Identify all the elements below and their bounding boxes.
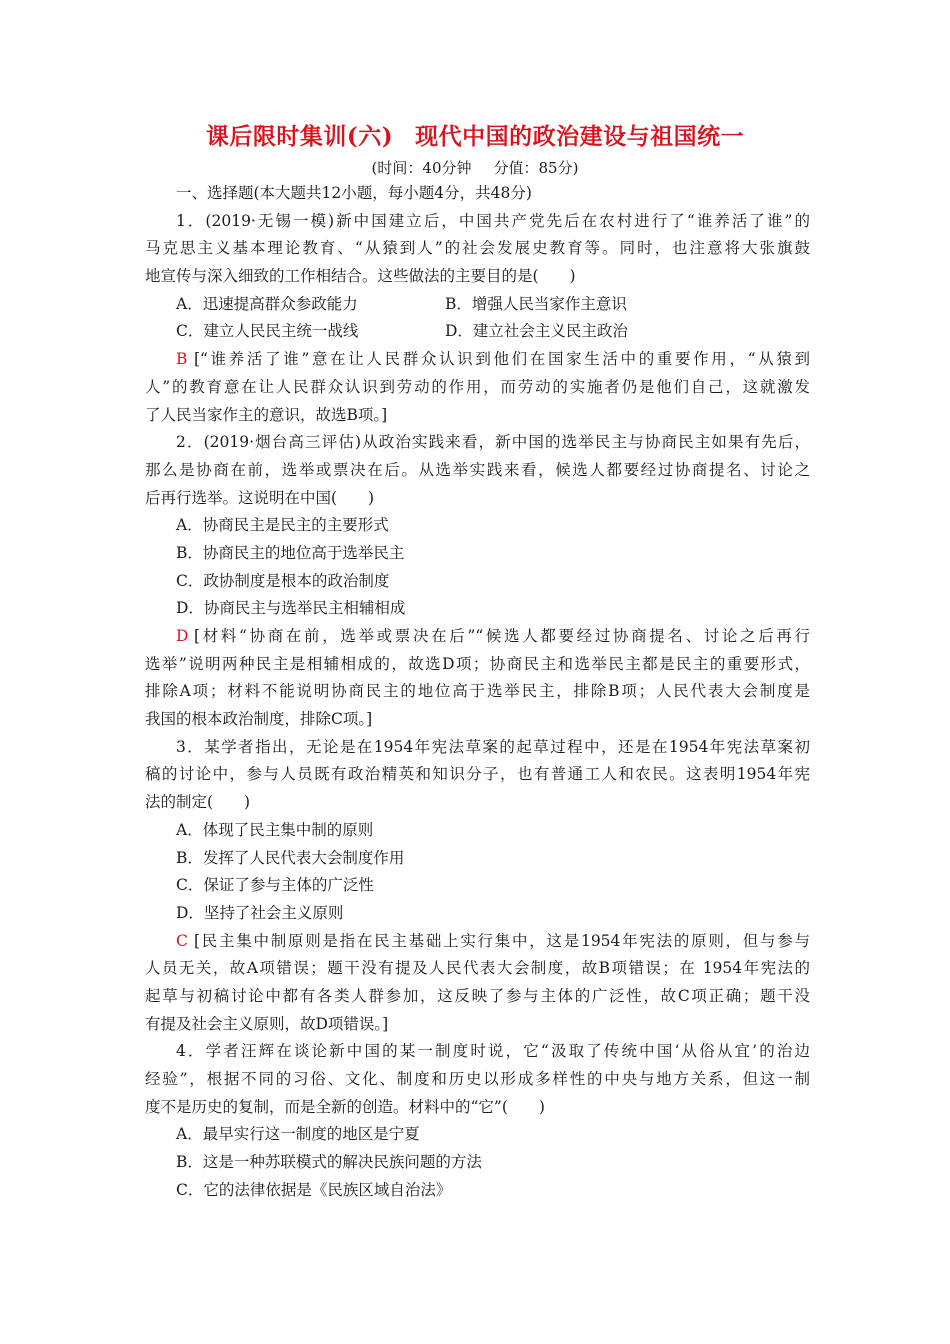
question-1 [145,208,810,430]
option-b: B．这是一种苏联模式的解决民族问题的方法 [176,1153,482,1172]
explanation-text: 了人民当家作主的意识，故选B项。] [145,405,388,424]
answer-letter: B [176,350,188,369]
option-d: D．建立社会主义民主政治 [445,322,628,341]
question-text: 法的制定( ) [145,793,251,812]
explanation-text: 人”的教育意在让人民群众认识到劳动的作用，而劳动的实施者仍是他们自己，这就激发 [145,377,810,396]
option-b: B．协商民主的地位高于选举民主 [176,543,405,562]
question-text: 地宣传与深入细致的工作相结合。这些做法的主要目的是( ) [145,267,576,286]
option-c: C．建立人民民主统一战线 [176,322,359,341]
option-a: A．最早实行这一制度的地区是宁夏 [176,1125,420,1144]
explanation-text: 人员无关，故A项错误；题干没有提及人民代表大会制度，故B项错误；在 1954年宪法的 [145,959,810,978]
title-series: 课后限时集训(六) [205,123,394,150]
explanation-text: 排除A项；材料不能说明协商民主的地位高于选举民主，排除B项；人民代表大会制度是 [145,682,810,701]
option-d: D．协商民主与选举民主相辅相成 [176,599,406,618]
time-limit: (时间：40分钟 [371,159,472,177]
answer-explanation [145,346,810,374]
question-3 [145,734,810,1039]
title-topic: 现代中国的政治建设与祖国统一 [415,123,745,150]
explanation-text: [“谁养活了谁”意在让人民群众认识到他们在国家生活中的重要作用，“从猿到 [194,350,810,369]
question-text: 稿的讨论中，参与人员既有政治精英和知识分子，也有普通工人和农民。这表明1954年宪 [145,765,810,784]
question-text: 度不是历史的复制，而是全新的创造。材料中的“它”( ) [145,1097,545,1116]
option-a: A．体现了民主集中制的原则 [176,820,374,839]
section-heading: 一、选择题(本大题共12小题，每小题4分，共48分) [176,184,532,202]
page-title [0,118,950,151]
answer-letter: D [176,627,189,645]
question-4 [145,1038,810,1204]
question-2 [145,429,810,734]
option-c: C．政协制度是根本的政治制度 [176,571,390,590]
explanation-text: 起草与初稿讨论中都有各类人群参加，这反映了参与主体的广泛性，故C项正确；题干没 [145,986,810,1005]
question-text: 2．(2019·烟台高三评估)从政治实践来看，新中国的选举民主与协商民主如果有先后， [176,433,810,452]
question-text: 经验”，根据不同的习俗、文化、制度和历史以形成多样性的中央与地方关系，但这一制 [145,1070,810,1088]
answer-explanation [145,623,810,651]
option-a: A．协商民主是民主的主要形式 [176,516,389,535]
option-c: C．它的法律依据是《民族区域自治法》 [176,1180,452,1199]
question-text: 那么是协商在前，选举或票决在后。从选举实践来看，候选人都要经过协商提名、讨论之 [145,460,810,479]
question-text: 1．(2019·无锡一模)新中国建立后，中国共产党先后在农村进行了“谁养活了谁”的 [176,211,810,230]
option-row [145,318,810,346]
option-b: B．增强人民当家作主意识 [445,294,627,313]
answer-letter: C [176,931,188,950]
question-text: 后再行选举。这说明在中国( ) [145,488,375,507]
explanation-text: 选举”说明两种民主是相辅相成的，故选D项；协商民主和选举民主都是民主的重要形式， [145,654,810,673]
option-c: C．保证了参与主体的广泛性 [176,876,374,895]
score-total: 分值：85分) [493,159,579,177]
question-text: 马克思主义基本理论教育、“从猿到人”的社会发展史教育等。同时，也注意将大张旗鼓 [145,239,810,258]
option-d: D．坚持了社会主义原则 [176,903,344,922]
option-row [145,291,810,319]
answer-explanation [145,928,810,956]
option-b: B．发挥了人民代表大会制度作用 [176,848,405,867]
explanation-text: [民主集中制原则是指在民主基础上实行集中，这是1954年宪法的原则，但与参与 [194,931,810,950]
question-text: 3．某学者指出，无论是在1954年宪法草案的起草过程中，还是在1954年宪法草案初 [176,737,810,756]
explanation-text: [材料“协商在前，选举或票决在后”“候选人都要经过协商提名、讨论之后再行 [194,627,810,645]
explanation-text: 我国的根本政治制度，排除C项。] [145,710,373,729]
exam-meta [0,157,950,178]
explanation-text: 有提及社会主义原则，故D项错误。] [145,1014,389,1033]
document-body [145,180,810,1204]
option-a: A．迅速提高群众参政能力 [176,294,358,313]
question-text: 4．学者汪辉在谈论新中国的某一制度时说，它“汲取了传统中国‘从俗从宜’的治边 [176,1042,810,1061]
